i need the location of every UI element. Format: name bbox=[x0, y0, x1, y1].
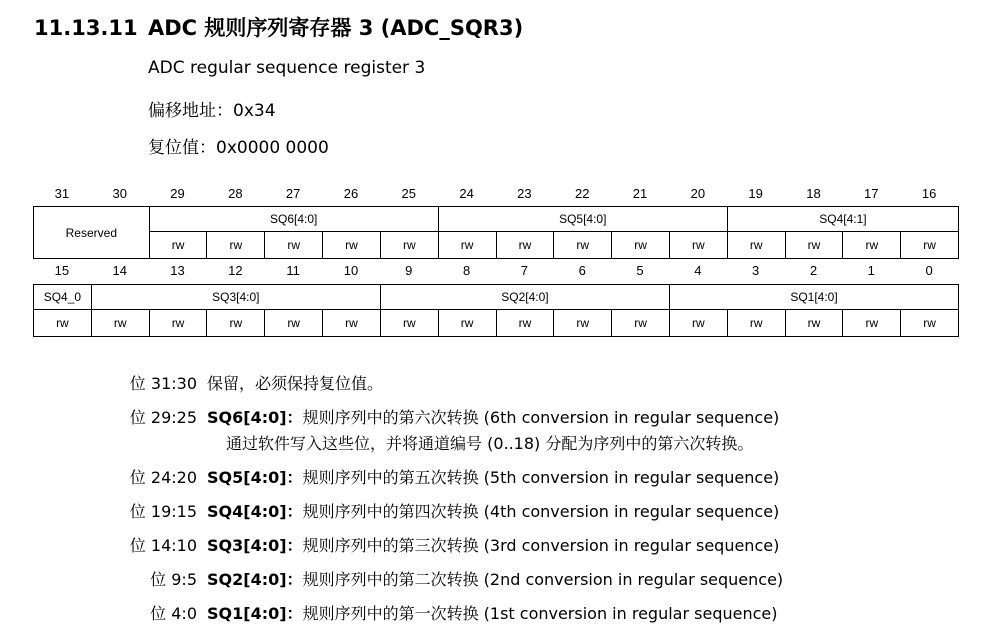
field-description: 规则序列中的第一次转换 (1st conversion in regular sequence) bbox=[302, 604, 778, 623]
access-cell: rw bbox=[496, 232, 554, 259]
field-name: SQ5[4:0]： bbox=[207, 468, 303, 487]
bit-position: 位 31:30 bbox=[129, 374, 197, 393]
reset-value: 复位值：0x0000 0000 bbox=[148, 138, 329, 158]
access-cell: rw bbox=[34, 310, 92, 337]
access-cell: rw bbox=[554, 232, 612, 259]
access-cell: rw bbox=[612, 310, 670, 337]
upper-bit-27: 27 bbox=[285, 186, 301, 201]
section-number: 11.13.11 bbox=[34, 16, 138, 40]
register-table-lower bbox=[33, 284, 959, 337]
lower-bit-10: 10 bbox=[343, 263, 359, 278]
access-cell: rw bbox=[496, 310, 554, 337]
lower-bit-2: 2 bbox=[809, 263, 818, 278]
field-name: SQ4[4:0]： bbox=[207, 502, 303, 521]
access-cell: rw bbox=[323, 310, 381, 337]
field-description: 规则序列中的第六次转换 (6th conversion in regular sequence) bbox=[302, 408, 780, 427]
upper-bit-20: 20 bbox=[690, 186, 706, 201]
lower-bit-4: 4 bbox=[694, 263, 702, 278]
upper-bit-26: 26 bbox=[343, 186, 359, 201]
access-cell: rw bbox=[438, 310, 496, 337]
upper-bit-17: 17 bbox=[864, 186, 879, 201]
access-cell: rw bbox=[669, 310, 727, 337]
access-cell: rw bbox=[785, 310, 843, 337]
upper-bit-31: 31 bbox=[54, 186, 70, 201]
field-name: SQ1[4:0]： bbox=[207, 604, 303, 623]
upper-bit-25: 25 bbox=[401, 186, 417, 201]
lower-bit-9: 9 bbox=[405, 263, 413, 278]
lower-bit-1: 1 bbox=[867, 263, 875, 278]
upper-bit-18: 18 bbox=[806, 186, 821, 201]
access-cell: rw bbox=[323, 232, 381, 259]
field-description: 规则序列中的第四次转换 (4th conversion in regular sequence) bbox=[302, 502, 780, 521]
upper-bit-28: 28 bbox=[228, 186, 243, 201]
field-name: SQ2[4:0]： bbox=[207, 570, 303, 589]
access-cell: rw bbox=[91, 310, 149, 337]
bit-position: 位 14:10 bbox=[129, 536, 197, 555]
access-cell: rw bbox=[380, 232, 438, 259]
upper-bit-16: 16 bbox=[921, 186, 937, 201]
field-name: SQ6[4:0]： bbox=[207, 408, 303, 427]
bit-position: 位 24:20 bbox=[129, 468, 197, 487]
bit-position: 位 4:0 bbox=[150, 604, 197, 623]
lower-bit-13: 13 bbox=[170, 263, 185, 278]
access-cell: rw bbox=[149, 232, 207, 259]
lower-bit-11: 11 bbox=[286, 263, 300, 278]
field-detail: 通过软件写入这些位，并将通道编号 (0..18) 分配为序列中的第六次转换。 bbox=[226, 434, 754, 453]
field-sq4-0: SQ4_0 bbox=[34, 285, 92, 310]
upper-bit-29: 29 bbox=[170, 186, 185, 201]
upper-bit-23: 23 bbox=[517, 186, 532, 201]
access-cell: rw bbox=[612, 232, 670, 259]
lower-bit-3: 3 bbox=[752, 263, 760, 278]
lower-bit-8: 8 bbox=[462, 263, 471, 278]
field-sq6-4-0: SQ6[4:0] bbox=[149, 207, 438, 232]
lower-bit-0: 0 bbox=[925, 263, 933, 278]
access-cell: rw bbox=[785, 232, 843, 259]
access-cell: rw bbox=[265, 232, 323, 259]
access-cell: rw bbox=[901, 310, 959, 337]
access-cell: rw bbox=[265, 310, 323, 337]
bit-position: 位 9:5 bbox=[150, 570, 197, 589]
field-sq4-4-1: SQ4[4:1] bbox=[727, 207, 958, 232]
field-sq2-4-0: SQ2[4:0] bbox=[380, 285, 669, 310]
section-heading bbox=[34, 12, 523, 42]
lower-bit-12: 12 bbox=[228, 263, 243, 278]
upper-access-row bbox=[34, 232, 959, 259]
access-cell: rw bbox=[207, 232, 265, 259]
field-name: SQ3[4:0]： bbox=[207, 536, 303, 555]
field-sq3-4-0: SQ3[4:0] bbox=[91, 285, 380, 310]
lower-field-row bbox=[34, 285, 959, 310]
upper-bit-30: 30 bbox=[112, 186, 127, 201]
lower-bit-14: 14 bbox=[112, 263, 127, 278]
upper-bit-19: 19 bbox=[748, 186, 763, 201]
lower-bit-5: 5 bbox=[636, 263, 644, 278]
access-cell: rw bbox=[901, 232, 959, 259]
field-description: 保留，必须保持复位值。 bbox=[207, 374, 384, 393]
lower-bit-15: 15 bbox=[54, 263, 70, 278]
upper-bit-24: 24 bbox=[459, 186, 474, 201]
upper-bit-22: 22 bbox=[574, 186, 590, 201]
access-cell: rw bbox=[727, 310, 785, 337]
access-cell: rw bbox=[843, 310, 901, 337]
field-description: 规则序列中的第五次转换 (5th conversion in regular sequence) bbox=[302, 468, 780, 487]
access-cell: rw bbox=[438, 232, 496, 259]
register-table-upper bbox=[33, 206, 959, 259]
field-reserved: Reserved bbox=[34, 207, 150, 259]
lower-bit-6: 6 bbox=[578, 263, 586, 278]
bit-position: 位 19:15 bbox=[129, 502, 197, 521]
access-cell: rw bbox=[380, 310, 438, 337]
access-cell: rw bbox=[727, 232, 785, 259]
access-cell: rw bbox=[554, 310, 612, 337]
field-sq1-4-0: SQ1[4:0] bbox=[669, 285, 958, 310]
access-cell: rw bbox=[207, 310, 265, 337]
upper-field-row bbox=[34, 207, 959, 232]
upper-bit-21: 21 bbox=[632, 186, 648, 201]
field-sq5-4-0: SQ5[4:0] bbox=[438, 207, 727, 232]
access-cell: rw bbox=[149, 310, 207, 337]
offset-address: 偏移地址：0x34 bbox=[148, 101, 276, 121]
access-cell: rw bbox=[669, 232, 727, 259]
field-description: 规则序列中的第二次转换 (2nd conversion in regular sequence) bbox=[302, 570, 784, 589]
field-description: 规则序列中的第三次转换 (3rd conversion in regular sequence) bbox=[302, 536, 780, 555]
bit-position: 位 29:25 bbox=[129, 408, 197, 427]
register-english-name: ADC regular sequence register 3 bbox=[148, 58, 426, 78]
lower-bit-7: 7 bbox=[520, 263, 529, 278]
lower-access-row bbox=[34, 310, 959, 337]
section-title: ADC 规则序列寄存器 3 (ADC_SQR3) bbox=[148, 16, 524, 40]
access-cell: rw bbox=[843, 232, 901, 259]
